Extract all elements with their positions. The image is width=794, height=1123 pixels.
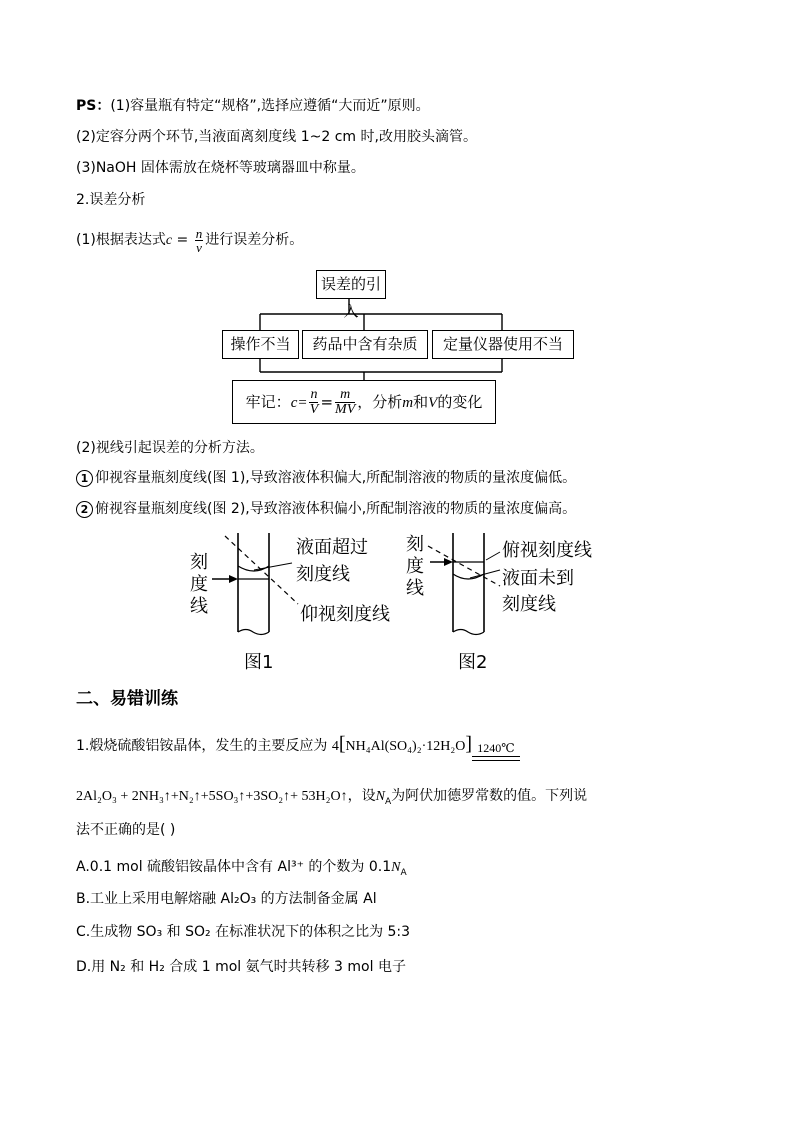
formula-v: v xyxy=(196,239,202,255)
question-NA-sub: A xyxy=(384,796,392,807)
question-products: 2Al₂O₃ + 2NH₃↑+N₂↑+5SO₃↑+3SO₂↑+ 53H₂O↑ xyxy=(76,789,348,804)
fig1-liquid-2: 刻度线 xyxy=(296,564,350,585)
option-B: B.工业上采用电解熔融 Al₂O₃ 的方法制备金属 Al xyxy=(76,891,377,907)
ps-line-2: (2)定容分两个环节,当液面离刻度线 1~2 cm 时,改用胶头滴管。 xyxy=(76,129,477,145)
option-D: D.用 N₂ 和 H₂ 合成 1 mol 氨气时共转移 3 mol 电子 xyxy=(76,959,406,975)
remember-m: m xyxy=(335,388,355,403)
fig1-liquid-1: 液面超过 xyxy=(296,537,368,558)
fig2-caption: 图2 xyxy=(458,652,488,673)
fig2-scale-2: 度 xyxy=(406,556,424,577)
question-tail-2: 为阿伏加德罗常数的值。下列说 xyxy=(391,788,588,804)
error-analysis-title: 2.误差分析 xyxy=(76,192,146,208)
flow-box-operation: 操作不当 xyxy=(222,330,299,359)
remember-V: V xyxy=(309,402,319,417)
fig2-view: 俯视刻度线 xyxy=(502,540,592,561)
flow-box-instrument: 定量仪器使用不当 xyxy=(432,330,574,359)
option-A-text: A.0.1 mol 硫酸铝铵晶体中含有 Al³⁺ 的个数为 0.1 xyxy=(76,859,392,875)
question-coef: 4 xyxy=(331,739,339,754)
circle-number-2: 2 xyxy=(76,501,93,518)
option-A-N: N xyxy=(391,860,401,875)
section-title: 二、易错训练 xyxy=(76,689,178,709)
question-bracket-open: [ xyxy=(338,733,346,755)
formula-n: n xyxy=(195,225,203,241)
remember-MV: MV xyxy=(335,402,356,417)
question-line-2 xyxy=(76,786,587,807)
fig1-scale-1: 刻 xyxy=(190,552,208,573)
flow-box-source: 误差的引入 xyxy=(316,270,386,299)
condition-equals-sign xyxy=(472,756,520,761)
fig2-scale-3: 线 xyxy=(406,578,424,599)
fig2-liquid-2: 刻度线 xyxy=(502,594,556,615)
sight-title: (2)视线引起误差的分析方法。 xyxy=(76,440,264,456)
ps-label: PS： xyxy=(76,98,111,114)
question-line-1 xyxy=(76,730,520,761)
remember-eq: = xyxy=(320,393,334,411)
question-bracket-close: ] xyxy=(465,733,473,755)
circle-number-1: 1 xyxy=(76,470,93,487)
remember-m-var: m xyxy=(402,395,414,411)
fig1-view: 仰视刻度线 xyxy=(300,604,390,625)
option-A xyxy=(76,857,407,878)
remember-c: c= xyxy=(290,395,308,411)
remember-n: n xyxy=(310,387,318,402)
fig2-liquid-1: 液面未到 xyxy=(502,568,574,589)
formula-c: c xyxy=(165,233,173,248)
formula-prefix: (1)根据表达式 xyxy=(76,232,166,248)
remember-V-var: V xyxy=(428,395,438,411)
fig1-caption: 图1 xyxy=(244,652,274,673)
question-compound: NH₄Al(SO₄)₂·12H₂O xyxy=(345,739,466,754)
reaction-condition xyxy=(472,741,520,761)
question-NA: N xyxy=(375,789,385,804)
question-intro: 1.煅烧硫酸铝铵晶体，发生的主要反应为 xyxy=(76,738,328,754)
option-A-sub: A xyxy=(400,867,407,878)
question-line-3: 法不正确的是( ) xyxy=(76,822,176,838)
remember-and: 和 xyxy=(413,393,429,411)
formula-eq: = xyxy=(172,232,193,248)
question-tail-1: ，设 xyxy=(347,788,376,804)
fig1-scale-2: 度 xyxy=(190,574,208,595)
ps-line-3: (3)NaOH 固体需放在烧杯等玻璃器皿中称量。 xyxy=(76,160,365,176)
sight-item-1-text: 仰视容量瓶刻度线(图 1),导致溶液体积偏大,所配制溶液的物质的量浓度偏低。 xyxy=(95,470,577,486)
flow-box-impurity: 药品中含有杂质 xyxy=(302,330,428,359)
condition-temperature: 1240℃ xyxy=(477,741,515,755)
remember-prefix: 牢记： xyxy=(245,393,291,411)
fig1-scale-3: 线 xyxy=(190,596,208,617)
sight-item-2-text: 俯视容量瓶刻度线(图 2),导致溶液体积偏小,所配制溶液的物质的量浓度偏高。 xyxy=(95,501,577,517)
remember-mid: ，分析 xyxy=(357,393,403,411)
fig2-scale-1: 刻 xyxy=(406,534,424,555)
remember-suffix: 的变化 xyxy=(437,393,483,411)
option-C: C.生成物 SO₃ 和 SO₂ 在标准状况下的体积之比为 5:3 xyxy=(76,924,411,940)
ps-text-1: (1)容量瓶有特定“规格”,选择应遵循“大而近”原则。 xyxy=(110,98,430,114)
formula-suffix: 进行误差分析。 xyxy=(205,232,304,248)
